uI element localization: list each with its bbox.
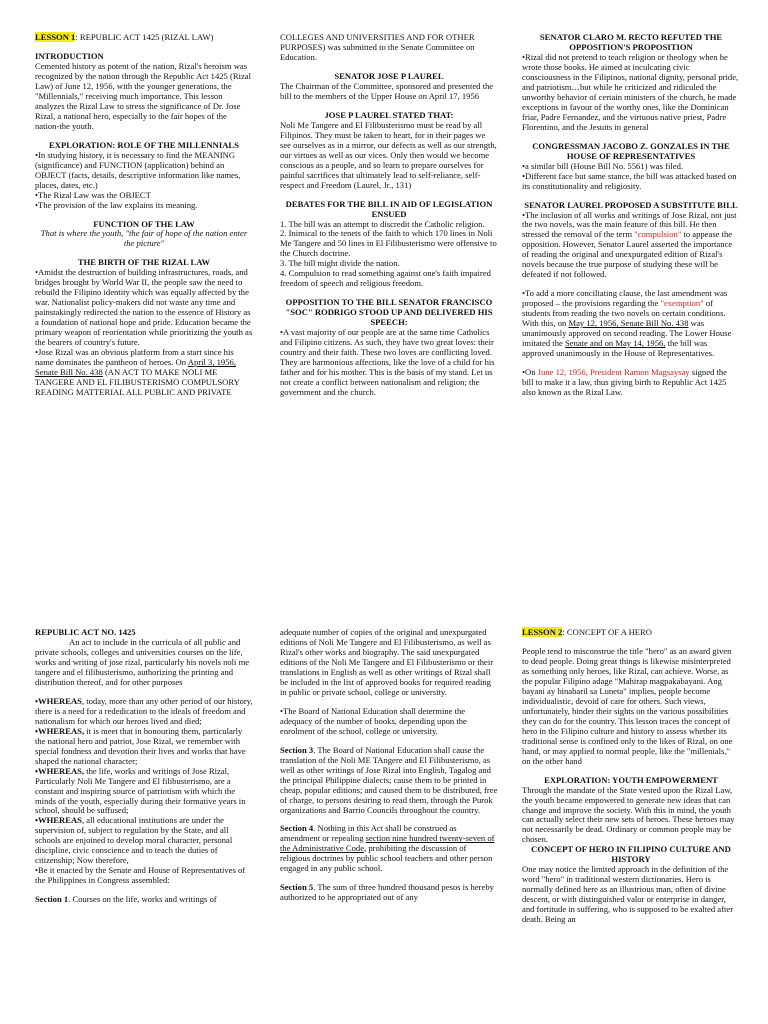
whereas-clause: •WHEREAS, it is meet that in honouring them, particularly the national hero and patriot, Jose Rizal, we remember with special fondness and devotion their lives and works that have shaped the national character; <box>35 725 246 766</box>
youth-heading: EXPLORATION: YOUTH EMPOWERMENT <box>544 774 718 785</box>
bottom-column-3 <box>522 628 740 925</box>
exploration-heading: EXPLORATION: ROLE OF THE MILLENNIALS <box>49 139 239 150</box>
birth-bullet: •Jose Rizal was an obvious platform from a start since his name dominates the pantheon of heroes. On April 3, 1956, Senate Bill No. 438 (AN ACT TO MAKE NOLI ME TANGERE AND EL FILIBUSTERISMO COMPULSORY READING MATTERIAL ALL PUBLIC AND PRIVATE <box>35 347 240 397</box>
exploration-bullet: •In studying history, it is necessary to find the MEANING (significance) and FUNCTION (application) behind an OBJECT (facts, details, descriptive information like names, places, dates, etc.) <box>35 149 241 190</box>
bottom-column-2 <box>280 628 498 903</box>
bottom-column-1 <box>35 628 253 905</box>
youth-text: Through the mandate of the State vested upon the Rizal Law, the youth became empowered to generate new ideas that can change and improve the society. With this in mind, the youth can actually select their new sets of heroes. These heroes may not necessarily be dead. Ordinary or common people may be chosen. <box>522 784 735 845</box>
lesson-2-heading: LESSON 2: CONCEPT OF A HERO <box>522 627 652 637</box>
debates-item: 4. Compulsion to read something against one's faith impaired freedom of speech and religious freedom. <box>280 268 491 289</box>
section-1: Section 1. Courses on the life, works and writings of <box>35 894 217 905</box>
section-3: Section 3. The Board of National Education shall cause the translation of the Noli ME TAngere and El Filibusterismo, as well as other writings of Jose Rizal into English, Tagalog and the principal Philippine dialects; cause them to be printed in cheap, popular editions; and caused them to be distributed, free of charge, to persons desiring to read them, through the Purok organizations and Barrio Councils throughout the country. <box>280 744 498 815</box>
gonzales-bullet: •a similar bill (House Bill No. 5561) was filed. <box>522 160 684 171</box>
function-quote: That is where the youth, "the fair of hope of the nation enter the picture" <box>40 228 248 249</box>
debates-heading: DEBATES FOR THE BILL IN AID OF LEGISLATION ENSUED <box>285 198 493 219</box>
debates-item: 2. Inimical to the tenets of the faith to which 170 lines in Noli Me Tangere and 50 lines in El Filibusterismo were offensive to the Church doctrine. <box>280 228 497 259</box>
laurel-heading: SENATOR JOSE P LAUREL <box>334 70 444 81</box>
exploration-bullet: •The Rizal Law was the OBJECT <box>35 189 151 200</box>
recto-heading: SENATOR CLARO M. RECTO REFUTED THE OPPOSITION'S PROPOSITION <box>539 32 723 52</box>
whereas-clause: •WHEREAS, all educational institutions are under the supervision of, subject to regulation by the State, and all schools are enjoined to develop moral character, personal discipline, civic conscience and to teach the duties of citizenship; Now therefore, <box>35 815 233 866</box>
exploration-bullet: •The provision of the law explains its meaning. <box>35 199 198 210</box>
concept-text: One may notice the limited approach in the definition of the word "hero" in traditional western dictionaries. Hero is normally defined here as an illustrious man, often of divine descent, or with distinguished valor or enterprise in danger, and fortitude in suffering, who is supposed to be exalted after death. Being an <box>522 864 734 925</box>
concept-heading: CONCEPT OF HERO IN FILIPINO CULTURE AND HISTORY <box>531 844 731 865</box>
ra-heading: REPUBLIC ACT NO. 1425 <box>35 627 136 637</box>
laurel-stated-heading: JOSE P LAUREL STATED THAT: <box>324 109 454 120</box>
gonzales-bullet: •Different face but same stance, the bill was attacked based on its constitutionality and religiosity. <box>522 170 737 191</box>
top-column-1 <box>35 33 253 398</box>
rodrigo-heading: OPPOSITION TO THE BILL SENATOR FRANCISCO "SOC" RODRIGO STOOD UP AND DELIVERED HIS SPEECH: <box>285 297 493 328</box>
amendment-text: •To add a more conciliating clause, the last amendment was proposed – the provisions regarding the "exemption" of students from reading the two novels on certain conditions. With this, on May 12, 1956, Senate Bill No. 438 was unanimously approved on second reading. The Lower House imitated the Senate and on May 14, 1956, the bill was approved unanimously in the House of Representatives. <box>522 288 732 359</box>
whereas-clause: •WHEREAS, the life, works and writings of Jose Rizal, Particularly Noli Me Tangere and El filibusterismo, are a constant and inspiring source of patriotism with which the minds of the youth, especially during their formative years in school, should be suffused; <box>35 765 246 816</box>
continuation-text: COLLEGES AND UNIVERSITIES AND FOR OTHER PURPOSES) was submitted to the Senate Committee on Education. <box>280 32 475 62</box>
section-5: Section 5. The sum of three hundred thousand pesos is hereby authorized to be appropriated out of any <box>280 882 494 903</box>
enactment-clause: •Be it enacted by the Senate and House of Representatives of the Philippines in Congress assembled: <box>35 865 246 886</box>
top-column-3 <box>522 33 740 398</box>
board-text: •The Board of National Education shall determine the adequacy of the number of books, depending upon the enrolment of the school, college or university. <box>280 705 467 736</box>
laurel-text: The Chairman of the Committee, sponsored and presented the bill to the members of the Upper House on April 17, 1956 <box>280 80 494 101</box>
gonzales-heading: CONGRESSMAN JACOBO Z. GONZALES IN THE HOUSE OF REPRESENTATIVES <box>532 140 730 161</box>
substitute-text: •The inclusion of all works and writings of Jose Rizal, not just the two novels, was the main feature of this bill. He then stressed the removal of the term "compulsion" to appease the opposition. However, Senator Laurel asserted the importance of reading the original and unexpurgated edition of Rizal's novels because the true purpose of studying these will be defeated if not followed. <box>522 209 737 280</box>
section-4: Section 4. Nothing in this Act shall be construed as amendment or repealing section nine hundred twenty-seven of the Administrative Code, prohibiting the discussion of religious doctrines by public school teachers and other person engaged in any public school. <box>280 823 495 874</box>
function-heading: FUNCTION OF THE LAW <box>93 218 195 229</box>
whereas-clause: •WHEREAS, today, more than any other period of our history, there is a need for a rededication to the ideals of freedom and nationalism for which our heroes lived and died; <box>35 695 253 726</box>
introduction-text: Cemented history as potent of the nation, Rizal's heroism was recognized by the nation through the Republic Act 1425 (Rizal Law) of June 12, 1956, with the younger generations, the "Millennials," receiving much importance. This lesson analyzes the Rizal Law to stress the significance of Dr. Jose Rizal, a national hero, especially to the fair hopes of the nation-the youth. <box>35 60 251 131</box>
debates-item: 1. The bill was an attempt to discredit the Catholic religion. <box>280 218 485 229</box>
birth-heading: THE BIRTH OF THE RIZAL LAW <box>77 257 211 268</box>
birth-bullet: •Amidst the destruction of building infrastructures, roads, and bridges brought by World War II, the people saw the need to rebuild the Filipino identity which was equally affected by the war. Nationalist policy-makers did not waste any time and painstakingly redirected the nation to the essence of History as a foundation of national hope and pride. Education became the primary weapon of reorientation while prioritizing the youth as the bearers of country's future. <box>35 267 253 348</box>
continuation-text: adequate number of copies of the original and unexpurgated editions of Noli Me Tangere and El Filibusterismo, as well as Rizal's other works and biography. The said unexpurgated editions of the Noli Me Tangere and El Filibusterismo or their translations in English as well as other writings of Rizal shall be included in the list of approved books for required reading in public or private school, college or university. <box>280 627 494 697</box>
substitute-heading: SENATOR LAUREL PROPOSED A SUBSTITUTE BILL <box>524 199 738 210</box>
debates-item: 3. The bill might divide the nation. <box>280 258 400 269</box>
recto-text: •Rizal did not pretend to teach religion or theology when he wrote those books. He aimed at inculcating civic consciousness in the Filipinos, national dignity, personal pride, and patriotism…but while he criticized and ridiculed the unworthy behavior of certain ministers of the church, he made exceptions in favour of the worthy ones, like the Dominican friar, Padre Fernandez, and the virtuous native priest, Padre Florentino, and the Jesuits in general <box>522 51 739 132</box>
signing-text: •On June 12, 1956, President Ramon Magsaysay signed the bill to make it a law, thus giving birth to Republic Act 1425 also known as the Rizal Law. <box>522 367 727 397</box>
lesson-2-intro: People tend to misconstrue the title "hero" as an award given to dead people. Doing great things is likewise misinterpreted as something only heroes, like Rizal, can achieve. Worse, as the popular Filipino adage "Mahirap magpakabayani. Ang bayani ay binabaril sa Luneta" implies, people become individualistic, devoid of care for others. Such views, unfortunately, hinder their sights on the various possibilities they can do for the country. This lesson traces the concept of hero in the Filipino culture and history to assess whether its traditional sense is confined only to the likes of Rizal, on one hand, or may applied to normal people, like the "millenials," on the other hand <box>522 645 733 766</box>
introduction-heading: INTRODUCTION <box>35 50 104 61</box>
top-column-2 <box>280 33 498 398</box>
lesson-1-heading: LESSON 1: REPUBLIC ACT 1425 (RIZAL LAW) <box>35 32 214 42</box>
ra-text: An act to include in the curricula of all public and private schools, colleges and universities courses on the life, works and writing of jose rizal, particularly his novels noli me tangere and el filibusterismo, authorizing the printing and distribution thereof, and for other purposes <box>35 636 250 687</box>
laurel-stated-text: Noli Me Tangere and El Filibusterismo must be read by all Filipinos. They must be taken to heart, for in their pages we see ourselves as in a mirror, our defects as well as our strength, our virtues as well as our vices. Only then would we become conscious as a people, and so learn to prepare ourselves for painful sacrifices that ultimately lead to self-reliance, self-respect and Freedom (Laurel, Jr., 131) <box>280 119 497 190</box>
rodrigo-text: •A vast majority of our people are at the same time Catholics and Filipino citizens. As such, they have two great loves: their country and their faith. These two loves are conflicting loved. They are harmonious affections, like the love of a child for his father and for his mother. This is the basis of my stand. Let us not create a conflict between nationalism and religion; the government and the church. <box>280 327 495 397</box>
